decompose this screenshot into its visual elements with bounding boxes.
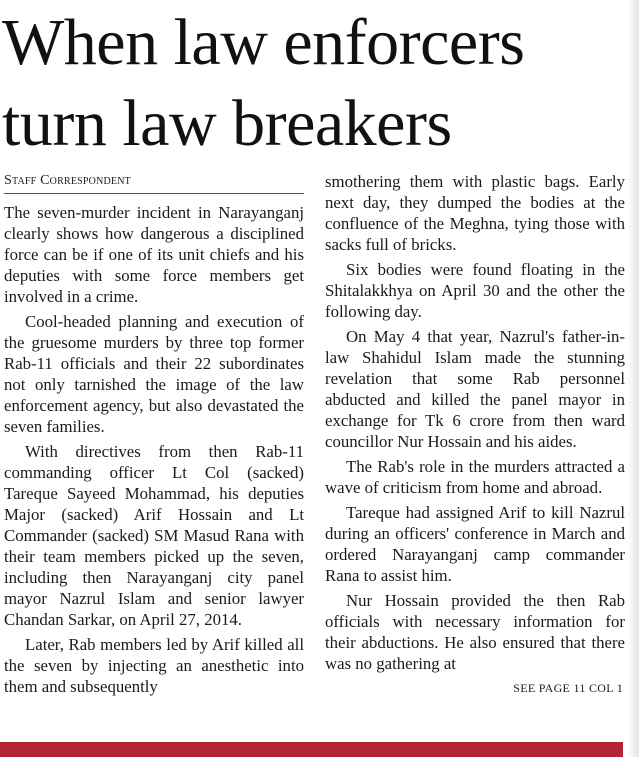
- continuation-jump-line: SEE PAGE 11 COL 1: [513, 681, 623, 695]
- paragraph: Later, Rab members led by Arif killed all the seven by injecting an anesthetic into them and subsequently: [4, 635, 304, 696]
- article-column-right: [325, 171, 625, 699]
- paragraph: smothering them with plastic bags. Early next day, they dumped the bodies at the confluence of the Meghna, tying those with sacks full of bricks.: [325, 172, 625, 254]
- byline: Staff Correspondent: [4, 171, 304, 194]
- paragraph: The seven-murder incident in Narayanganj clearly shows how dangerous a disciplined force can be if one of its unit chiefs and his deputies with some force members get involved in a crime.: [4, 203, 304, 306]
- headline: When law enforcers turn law breakers: [2, 6, 525, 160]
- paragraph: With directives from then Rab-11 commanding officer Lt Col (sacked) Tareque Sayeed Mohammad, his deputies Major (sacked) Arif Hossain and Lt Commander (sacked) SM Masud Rana with their team members picked up the seven, including then Narayanganj city panel mayor Nazrul Islam and senior lawyer Chandan Sarkar, on April 27, 2014.: [4, 442, 304, 629]
- paragraph: Nur Hossain provided the then Rab officials with necessary information for their abductions. He also ensured that there was no gathering at: [325, 591, 625, 673]
- paragraph: Cool-headed planning and execution of the gruesome murders by three top former Rab-11 officials and their 22 subordinates not only tarnished the image of the law enforcement agency, but also devastated the seven families.: [4, 312, 304, 436]
- paragraph: Six bodies were found floating in the Shitalakkhya on April 30 and the other the following day.: [325, 260, 625, 321]
- paragraph: The Rab's role in the murders attracted a wave of criticism from home and abroad.: [325, 457, 625, 497]
- footer-color-bar: [0, 742, 623, 757]
- paragraph: Tareque had assigned Arif to kill Nazrul during an officers' conference in March and ordered Narayanganj camp commander Rana to assist him.: [325, 503, 625, 585]
- article-column-left: [4, 171, 304, 701]
- paragraph: On May 4 that year, Nazrul's father-in-law Shahidul Islam made the stunning revelation that some Rab personnel abducted and killed the panel mayor in exchange for Tk 6 crore from then ward councillor Nur Hossain and his aides.: [325, 327, 625, 451]
